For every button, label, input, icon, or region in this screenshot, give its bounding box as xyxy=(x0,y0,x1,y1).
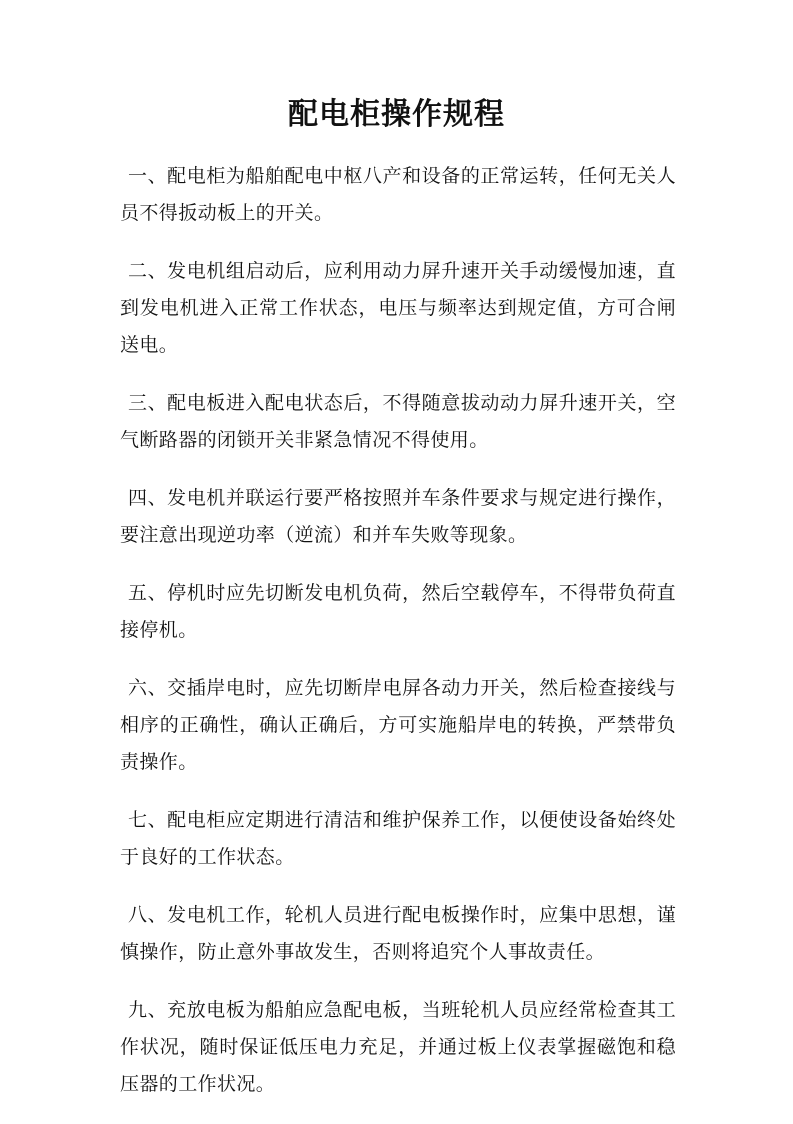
paragraph-7: 七、配电柜应定期进行清洁和维护保养工作，以便使设备始终处于良好的工作状态。 xyxy=(120,809,676,868)
paragraph-5: 五、停机时应先切断发电机负荷，然后空载停车，不得带负荷直接停机。 xyxy=(120,582,676,641)
document-body xyxy=(120,158,676,1124)
paragraph-1: 一、配电柜为船舶配电中枢八产和设备的正常运转，任何无关人员不得扳动板上的开关。 xyxy=(120,165,676,224)
paragraph-3: 三、配电板进入配电状态后，不得随意拔动动力屏升速开关，空气断路器的闭锁开关非紧急情况不得使用。 xyxy=(120,392,676,451)
paragraph-2: 二、发电机组启动后，应利用动力屏升速开关手动缓慢加速，直到发电机进入正常工作状态，电压与频率达到规定值，方可合闸送电。 xyxy=(120,260,676,356)
paragraph-8: 八、发电机工作，轮机人员进行配电板操作时，应集中思想，谨慎操作，防止意外事故发生，否则将追究个人事故责任。 xyxy=(120,904,676,963)
paragraph-4: 四、发电机并联运行要严格按照并车条件要求与规定进行操作，要注意出现逆功率（逆流）和并车失败等现象。 xyxy=(120,487,676,546)
paragraph-9: 九、充放电板为船舶应急配电板，当班轮机人员应经常检查其工作状况，随时保证低压电力充足，并通过板上仪表掌握磁饱和稳压器的工作状况。 xyxy=(120,999,676,1095)
paragraph-6: 六、交插岸电时，应先切断岸电屏各动力开关，然后检查接线与相序的正确性，确认正确后，方可实施船岸电的转换，严禁带负责操作。 xyxy=(120,677,676,773)
document-title: 配电柜操作规程 xyxy=(288,97,505,132)
